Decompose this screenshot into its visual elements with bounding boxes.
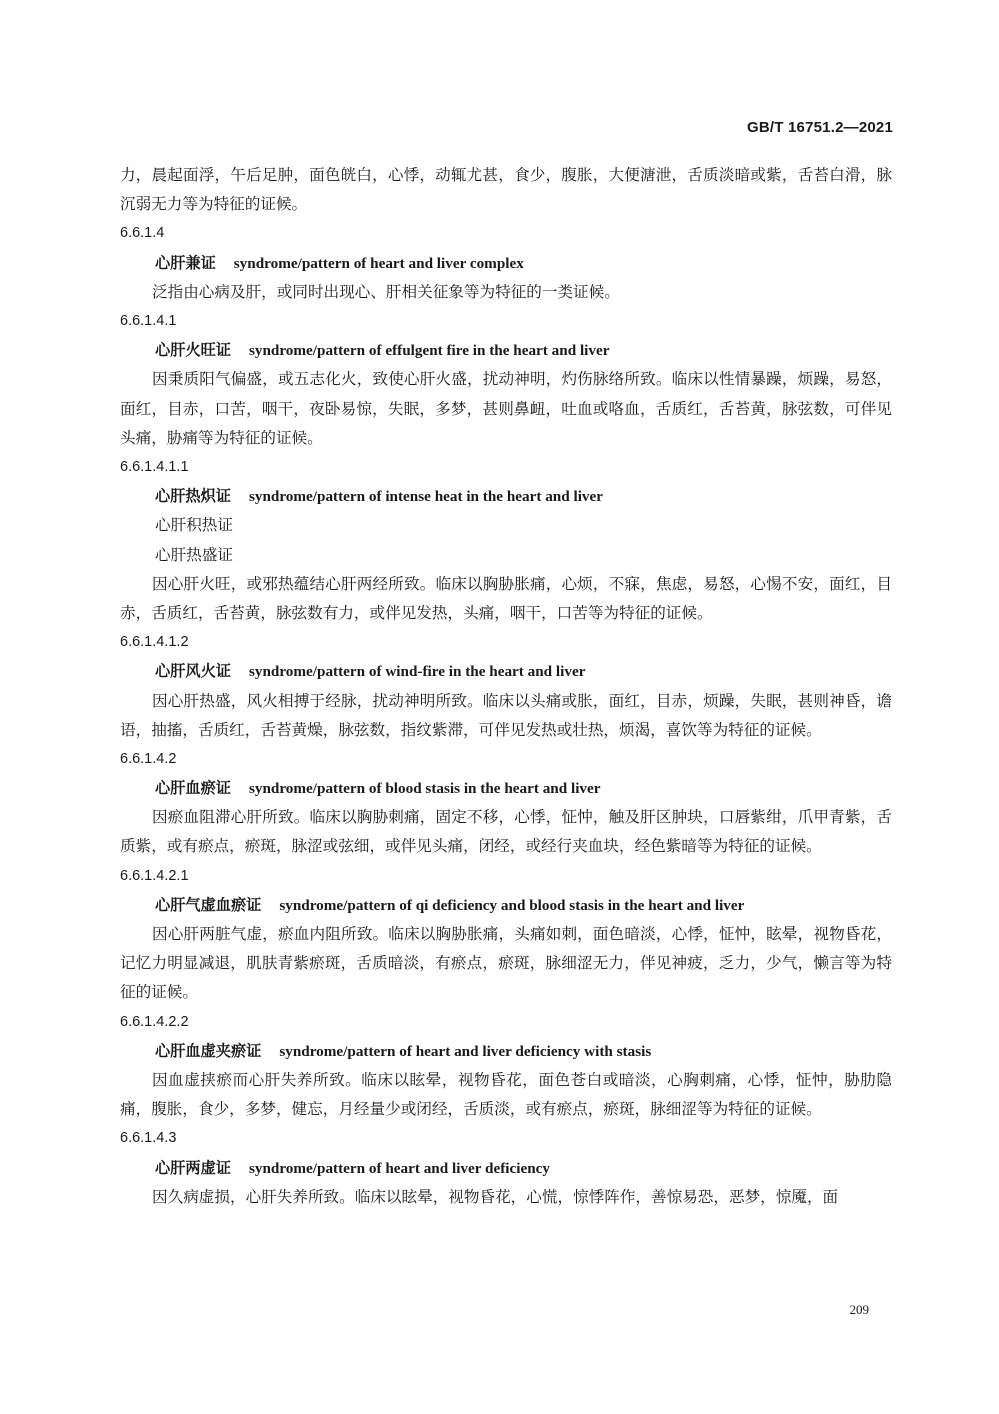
section-number: 6.6.1.4.2.1	[120, 867, 189, 884]
section-number: 6.6.1.4.1.2	[120, 634, 189, 651]
section-number: 6.6.1.4.2.2	[120, 1013, 189, 1030]
term-english: syndrome/pattern of qi deficiency and blood stasis in the heart and liver	[279, 896, 745, 914]
paragraph: 因心肝两脏气虚，瘀血内阻所致。临床以胸胁胀痛，头痛如刺，面色暗淡，心悸，怔忡，眩晕，视物昏花，记忆力明显减退，肌肤青紫瘀斑，舌质暗淡，有瘀点，瘀斑，脉细涩无力，伴见神疲，乏力，少气，懒言等为特征的证候。	[120, 925, 892, 1002]
term-heading	[120, 1154, 892, 1183]
section-number: 6.6.1.4.1.1	[120, 458, 189, 475]
standard-code: GB/T 16751.2—2021	[747, 119, 893, 136]
section-number: 6.6.1.4.2	[120, 750, 177, 767]
paragraph: 因瘀血阻滞心肝所致。临床以胸胁刺痛，固定不移，心悸，怔忡，触及肝区肿块，口唇紫绀，爪甲青紫，舌质紫，或有瘀点，瘀斑，脉涩或弦细，或伴见头痛，闭经，或经行夹血块，经色紫暗等为特征的证候。	[120, 808, 892, 856]
term-chinese: 心肝兼证	[155, 253, 216, 272]
paragraph: 因血虚挟瘀而心肝失养所致。临床以眩晕，视物昏花，面色苍白或暗淡，心胸刺痛，心悸，怔忡，胁肋隐痛，腹胀，食少，多梦，健忘，月经量少或闭经，舌质淡，或有瘀点，瘀斑，脉细涩等为特征的证候。	[120, 1071, 892, 1119]
term-english: syndrome/pattern of heart and liver deficiency	[248, 1159, 550, 1177]
page-number: 209	[849, 1302, 869, 1317]
paragraph: 因久病虚损，心肝失养所致。临床以眩晕，视物昏花，心慌，惊悸阵作，善惊易恐，恶梦，惊魇，面	[152, 1187, 839, 1206]
term-english: syndrome/pattern of intense heat in the heart and liver	[248, 488, 604, 506]
term-heading	[120, 1037, 892, 1066]
term-chinese: 心肝血虚夹瘀证	[155, 1041, 262, 1060]
term-chinese: 心肝气虚血瘀证	[155, 895, 262, 914]
term-heading	[120, 774, 892, 803]
term-heading	[120, 482, 892, 511]
term-heading	[120, 657, 892, 686]
term-chinese: 心肝血瘀证	[155, 779, 231, 798]
term-heading	[120, 891, 892, 920]
term-chinese: 心肝两虚证	[155, 1158, 231, 1177]
term-english: syndrome/pattern of effulgent fire in the heart and liver	[248, 342, 610, 360]
term-chinese: 心肝热炽证	[155, 487, 231, 506]
paragraph: 因心肝火旺，或邪热蕴结心肝两经所致。临床以胸胁胀痛，心烦，不寐，焦虑，易怒，心惕不安，面红，目赤，舌质红，舌苔黄，脉弦数有力，或伴见发热，头痛，咽干，口苦等为特征的证候。	[120, 574, 892, 622]
section-number: 6.6.1.4.3	[120, 1130, 177, 1147]
paragraph: 力，晨起面浮，午后足肿，面色㿠白，心悸，动辄尤甚，食少，腹胀，大便溏泄，舌质淡暗或紫，舌苔白滑，脉沉弱无力等为特征的证候。	[120, 166, 892, 214]
paragraph: 因秉质阳气偏盛，或五志化火，致使心肝火盛，扰动神明，灼伤脉络所致。临床以性情暴躁，烦躁，易怒，面红，目赤，口苦，咽干，夜卧易惊，失眠，多梦，甚则鼻衄，吐血或咯血，舌质红，舌苔黄，脉弦数，可伴见头痛，胁痛等为特征的证候。	[120, 370, 892, 447]
term-chinese: 心肝火旺证	[155, 341, 231, 360]
term-chinese: 心肝风火证	[155, 662, 231, 681]
term-english: syndrome/pattern of wind-fire in the heart and liver	[248, 663, 586, 681]
synonym-term: 心肝热盛证	[155, 545, 233, 564]
paragraph: 因心肝热盛，风火相搏于经脉，扰动神明所致。临床以头痛或胀，面红，目赤，烦躁，失眠，甚则神昏，谵语，抽搐，舌质红，舌苔黄燥，脉弦数，指纹紫滞，可伴见发热或壮热，烦渴，喜饮等为特征的证候。	[120, 691, 892, 739]
term-english: syndrome/pattern of heart and liver deficiency with stasis	[279, 1042, 652, 1060]
document-body	[120, 161, 892, 1212]
term-heading	[120, 336, 892, 365]
section-number: 6.6.1.4.1	[120, 312, 177, 329]
paragraph: 泛指由心病及肝，或同时出现心、肝相关征象等为特征的一类证候。	[152, 282, 620, 301]
term-heading	[120, 249, 892, 278]
section-number: 6.6.1.4	[120, 225, 165, 242]
synonym-term: 心肝积热证	[155, 516, 233, 535]
term-english: syndrome/pattern of heart and liver complex	[233, 254, 524, 272]
term-english: syndrome/pattern of blood stasis in the heart and liver	[248, 780, 601, 798]
